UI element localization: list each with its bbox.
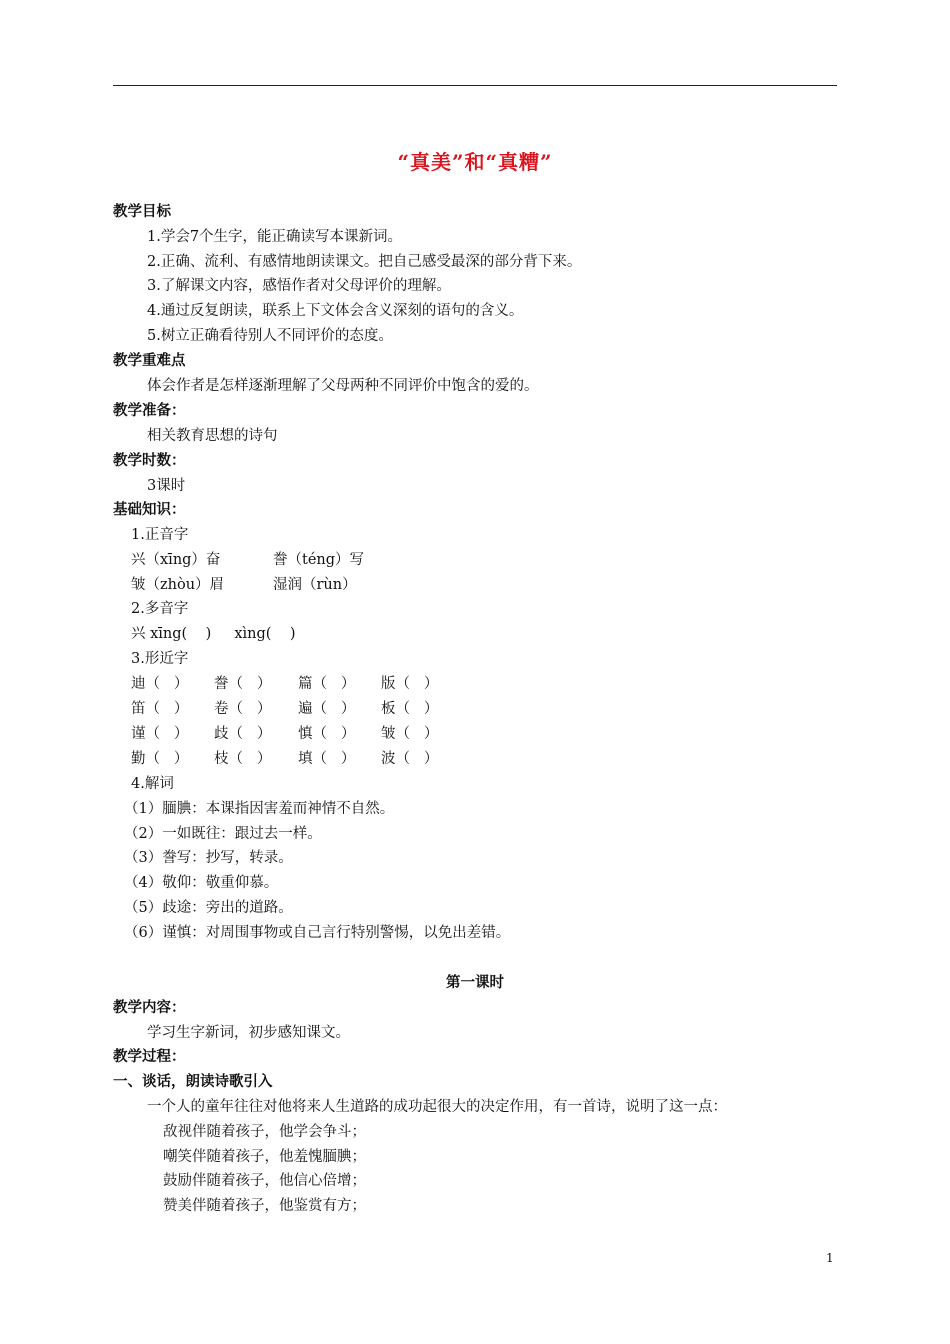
basics-heading: 基础知识： xyxy=(113,502,186,518)
similar-char: 谨（ ） xyxy=(131,726,189,742)
process-heading: 教学过程： xyxy=(113,1049,186,1065)
similar-char: 卷（ ） xyxy=(214,701,272,717)
poem-line: 赞美伴随着孩子，他鉴赏有方； xyxy=(163,1198,366,1214)
similar-char: 慎（ ） xyxy=(298,726,356,742)
objective-item: 5.树立正确看待别人不同评价的态度。 xyxy=(147,328,393,344)
similar-char: 波（ ） xyxy=(381,751,439,767)
similar-char: 遍（ ） xyxy=(298,701,356,717)
similar-char: 版（ ） xyxy=(381,676,439,692)
similar-char: 迪（ ） xyxy=(131,676,189,692)
key-points-text: 体会作者是怎样逐渐理解了父母两种不同评价中饱含的爱的。 xyxy=(147,378,539,394)
similar-title: 3.形近字 xyxy=(131,651,189,667)
polyphone-title: 2.多音字 xyxy=(131,601,189,617)
similar-char: 枝（ ） xyxy=(214,751,272,767)
similar-char: 篇（ ） xyxy=(298,676,356,692)
similar-char: 皱（ ） xyxy=(381,726,439,742)
hours-text: 3课时 xyxy=(147,478,186,494)
similar-char: 笛（ ） xyxy=(131,701,189,717)
poem-line: 敌视伴随着孩子，他学会争斗； xyxy=(163,1124,366,1140)
pronunciation-entry: 皱（zhòu）眉 xyxy=(131,577,225,593)
lesson-heading: 第一课时 xyxy=(446,975,504,991)
content-text: 学习生字新词，初步感知课文。 xyxy=(147,1025,350,1041)
objective-item: 1.学会7个生字，能正确读写本课新词。 xyxy=(147,229,403,245)
header-rule xyxy=(113,85,837,86)
poem-line: 鼓励伴随着孩子，他信心倍增； xyxy=(163,1173,366,1189)
key-points-heading: 教学重难点 xyxy=(113,353,186,369)
similar-char: 板（ ） xyxy=(381,701,439,717)
pronunciation-entry: 誊（téng）写 xyxy=(273,552,365,568)
objective-item: 2.正确、流利、有感情地朗读课文。把自己感受最深的部分背下来。 xyxy=(147,254,582,270)
hours-heading: 教学时数： xyxy=(113,453,186,469)
preparation-text: 相关教育思想的诗句 xyxy=(147,428,278,444)
pronunciation-title: 1.正音字 xyxy=(131,527,189,543)
document-title: “真美”和“真糟” xyxy=(397,150,553,174)
polyphone-row: 兴 xīng( ) xìng( ) xyxy=(131,626,296,642)
preparation-heading: 教学准备： xyxy=(113,403,186,419)
word-definition: （2）一如既往：跟过去一样。 xyxy=(124,826,322,842)
pronunciation-entry: 兴（xīng）奋 xyxy=(131,552,221,568)
content-heading: 教学内容： xyxy=(113,1000,186,1016)
objective-item: 4.通过反复朗读，联系上下文体会含义深刻的语句的含义。 xyxy=(147,303,524,319)
similar-char: 歧（ ） xyxy=(214,726,272,742)
word-definition: （5）歧途：旁出的道路。 xyxy=(124,900,293,916)
objectives-heading: 教学目标 xyxy=(113,204,171,220)
objective-item: 3.了解课文内容，感悟作者对父母评价的理解。 xyxy=(147,278,451,294)
page-number: 1 xyxy=(826,1251,834,1265)
word-definition: （4）敬仰：敬重仰慕。 xyxy=(124,875,279,891)
similar-char: 填（ ） xyxy=(298,751,356,767)
words-title: 4.解词 xyxy=(131,776,174,792)
poem-line: 嘲笑伴随着孩子，他羞愧腼腆； xyxy=(163,1149,366,1165)
word-definition: （3）誊写：抄写，转录。 xyxy=(124,850,293,866)
similar-char: 勤（ ） xyxy=(131,751,189,767)
word-definition: （1）腼腆：本课指因害羞而神情不自然。 xyxy=(124,801,395,817)
word-definition: （6）谨慎：对周围事物或自己言行特别警惕，以免出差错。 xyxy=(124,925,511,941)
step-intro: 一个人的童年往往对他将来人生道路的成功起很大的决定作用，有一首诗，说明了这一点： xyxy=(147,1099,727,1115)
pronunciation-entry: 湿润（rùn） xyxy=(273,577,357,593)
similar-char: 誊（ ） xyxy=(214,676,272,692)
step-heading: 一、谈话，朗读诗歌引入 xyxy=(113,1074,273,1090)
